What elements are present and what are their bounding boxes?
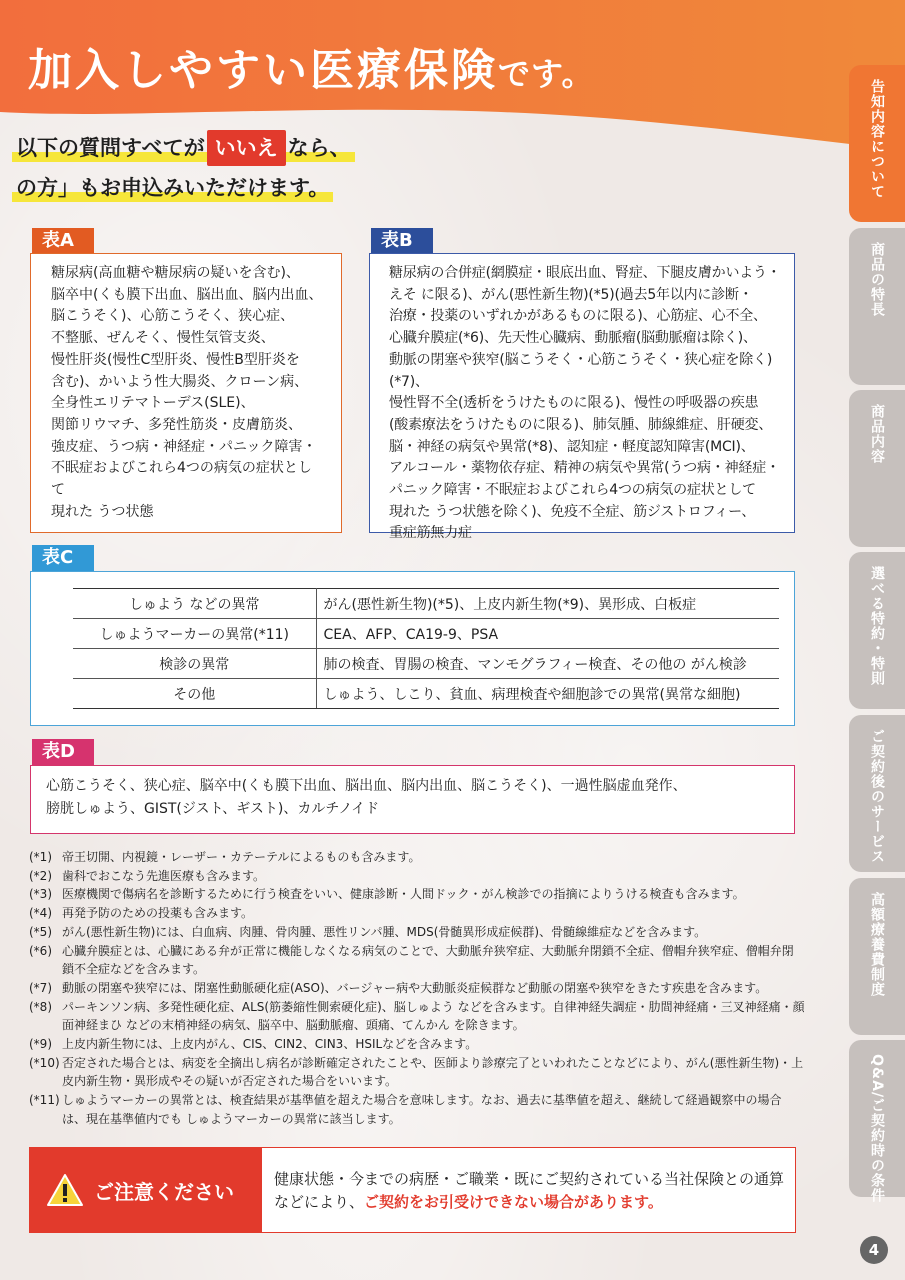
table-c-box [30,571,795,726]
table-b-line: (酸素療法をうけたものに限る)、肺気腫、肺線維症、肝硬変、 [389,416,773,433]
table-a-line: 慢性肝炎(慢性C型肝炎、慢性B型肝炎を [51,351,300,368]
table-b-line: 慢性腎不全(透析をうけたものに限る)、慢性の呼吸器の疾患 [389,395,759,412]
footnote-item [29,1054,805,1091]
table-a-line: 脳こうそく)、心筋こうそく、狭心症、 [51,308,295,325]
tab-product-content[interactable] [849,390,905,547]
tab-qa[interactable] [849,1040,905,1204]
warning-text-emphasis: ご契約をお引受けできない場合があります。 [364,1193,663,1211]
tab-high-cost[interactable] [849,878,905,1035]
footnote-text: 動脈の閉塞や狭窄には、閉塞性動脈硬化症(ASO)、バージャー病や大動脈炎症候群など動脈の閉塞や狭窄をきたす疾患を含みます。 [62,980,768,995]
table-a-line: 全身性エリテマトーデス(SLE)、 [51,395,255,412]
footnote-item [29,885,805,904]
footnote-item [29,1035,805,1054]
table-a-line: 糖尿病(高血糖や糖尿病の疑いを含む)、 [51,265,300,281]
table-row [73,619,779,649]
table-d-box [30,765,795,834]
tab-label: 高額療養費制度 [869,892,885,997]
warning-label-panel [30,1148,262,1232]
footnote-item [29,867,805,886]
footnote-mark: (*9) [29,1037,52,1052]
footnote-mark: (*11) [29,1093,60,1108]
tab-riders[interactable] [849,552,905,709]
page-title [28,34,594,98]
table-a-line: 強皮症、うつ病・神経症・パニック障害・ [51,438,317,455]
table-a-line: 現れた うつ状態 [51,503,154,520]
footnote-text: 否定された場合とは、病変を全摘出し病名が診断確定されたことや、医師より診療完了といわれたことなどにより、がん(悪性新生物)・上皮内新生物・異形成やその疑いが否定された場合をいいます。 [62,1055,804,1089]
warning-text-line2 [274,1191,784,1214]
footnote-text: 再発予防のための投薬も含みます。 [62,906,254,921]
title-main: 加入しやすい医療保険 [28,45,498,96]
tab-label: 告知内容について [869,79,885,199]
lead-text-after: なら、 [287,136,351,160]
warning-text-line1: 健康状態・今までの病歴・ご職業・既にご契約されている当社保険との通算 [274,1170,785,1188]
tab-label: 選べる特約・特則 [869,566,885,686]
table-b-line: えそ に限る)、がん(悪性新生物)(*5)(過去5年以内に診断・ [389,286,753,303]
table-a-line: 関節リウマチ、多発性筋炎・皮膚筋炎、 [51,416,303,433]
table-a-line: 不眠症およびこれら4つの病気の症状とし て [51,460,312,499]
warning-icon [46,1173,84,1207]
table-b-text [370,254,794,545]
table-c-detail: しゅよう、しこり、貧血、病理検査や細胞診での異常(異常な細胞) [316,679,779,709]
footnote-text: 帝王切開、内視鏡・レーザー・カテーテルによるものも含みます。 [62,850,421,864]
table-d-text [31,766,794,821]
footnote-mark: (*4) [29,906,52,921]
tab-label: ご契約後のサービス [869,729,885,864]
tab-services[interactable] [849,715,905,872]
table-d-label: 表D [32,739,94,765]
table-c-category: しゅようマーカーの異常(*11) [73,619,316,649]
table-c-category: その他 [73,679,316,709]
table-c-detail: がん(悪性新生物)(*5)、上皮内新生物(*9)、異形成、白板症 [316,589,779,619]
table-b-line: 脳・神経の病気や異常(*8)、認知症・軽度認知障害(MCI)、 [389,438,755,455]
table-c-detail: CEA、AFP、CA19-9、PSA [316,619,779,649]
footnote-text: 歯科でおこなう先進医療も含みます。 [62,868,266,883]
table-a-box [30,253,342,533]
tab-disclosure[interactable] [849,65,905,222]
footnote-text: 心臓弁膜症とは、心臓にある弁が正常に機能しなくなる病気のことで、大動脈弁狭窄症、大動脈弁閉鎖不全症、僧帽弁狭窄症、僧帽弁閉鎖不全症などを含みます。 [62,943,794,977]
table-row [73,589,779,619]
footnote-item [29,1091,805,1128]
tab-features[interactable] [849,228,905,385]
tab-label: Q&A/ご契約時の条件 [869,1054,885,1204]
warning-box [29,1147,796,1233]
footnote-text: しゅようマーカーの異常とは、検査結果が基準値を超えた場合を意味します。なお、過去に基準値を超え、継続して経過観察中の場合は、現在基準値内でも しゅようマーカーの異常に該当します。 [62,1093,782,1126]
table-row [73,679,779,709]
footnote-mark: (*3) [29,887,52,902]
footnote-text: パーキンソン病、多発性硬化症、ALS(筋萎縮性側索硬化症)、脳しゅよう などを含みます。自律神経失調症・肋間神経痛・三叉神経痛・顔面神経まひ などの末梢神経の病気、脳卒中、脳動脈瘤、頭痛、てんかん を除きます。 [62,999,805,1033]
footnote-mark: (*1) [29,850,52,864]
table-a-text [31,254,341,523]
footnote-item [29,848,805,867]
table-d-line: 心筋こうそく、狭心症、脳卒中(くも膜下出血、脳出血、脳内出血、脳こうそく)、一過性脳虚血発作、 [46,778,687,794]
table-c-category: しゅよう などの異常 [73,589,316,619]
warning-label: ご注意ください [94,1179,234,1204]
table-b-line: 重症筋無力症 [389,525,472,542]
tab-label: 商品の特長 [869,242,885,317]
tab-label: 商品内容 [869,404,885,464]
footnote-mark: (*6) [29,943,52,958]
table-b-box [369,253,795,542]
table-a-line: 脳卒中(くも膜下出血、脳出血、脳内出血、 [51,286,323,303]
footnote-item [29,998,805,1035]
lead-text-before: 以下の質問すべてが [16,136,205,160]
warning-text [274,1168,784,1214]
footnote-text: 医療機関で傷病名を診断するために行う検査をいい、健康診断・人間ドック・がん検診での指摘によりうける検査も含みます。 [62,887,745,902]
footnote-item [29,923,805,942]
footnote-text: 上皮内新生物には、上皮内がん、CIS、CIN2、CIN3、HSILなどを含みます。 [62,1037,478,1052]
lead-line-1 [12,130,355,166]
footnote-item [29,904,805,923]
footnote-mark: (*2) [29,868,52,883]
footnote-mark: (*5) [29,924,52,939]
table-b-line: アルコール・薬物依存症、精神の病気や異常(うつ病・神経症・ [389,460,780,477]
footnote-item [29,942,805,979]
table-b-line: 治療・投薬のいずれかがあるものに限る)、心筋症、心不全、 [389,308,767,325]
table-row [73,649,779,679]
table-a-line: 含む)、かいよう性大腸炎、クローン病、 [51,373,309,390]
table-a-line: 不整脈、ぜんそく、慢性気管支炎、 [51,330,275,347]
lead-line-2 [12,172,333,202]
table-b-line: 動脈の閉塞や狭窄(脳こうそく・心筋こうそく・狭心症を除く)(*7)、 [389,351,773,390]
footnote-item [29,979,805,998]
table-b-label: 表B [371,228,433,254]
footnote-mark: (*8) [29,999,52,1014]
no-highlight-badge: いいえ [207,130,286,166]
footnote-mark: (*7) [29,980,52,995]
table-a-label: 表A [32,228,94,254]
footnote-text: がん(悪性新生物)には、白血病、肉腫、骨肉腫、悪性リンパ腫、MDS(骨髄異形成症候群)、骨髄線維症などを含みます。 [62,924,707,939]
title-suffix: です。 [498,55,595,93]
page-number: 4 [860,1236,888,1264]
warning-text-prefix: などにより、 [274,1193,365,1211]
table-b-line: 糖尿病の合併症(網膜症・眼底出血、腎症、下腿皮膚かいよう・ [389,265,781,281]
table-b-line: 現れた うつ状態を除く)、免疫不全症、筋ジストロフィー、 [389,503,756,520]
table-c-grid [73,588,779,709]
table-c-label: 表C [32,545,94,571]
footnotes [29,848,805,1129]
table-d-line: 膀胱しゅよう、GIST(ジスト、ギスト)、カルチノイド [46,801,380,817]
lead-text-line2: の方」もお申込みいただけます。 [12,176,333,202]
table-b-line: パニック障害・不眠症およびこれら4つの病気の症状として [389,482,756,499]
table-c-category: 検診の異常 [73,649,316,679]
table-b-line: 心臓弁膜症(*6)、先天性心臓病、動脈瘤(脳動脈瘤は除く)、 [389,330,757,347]
footnote-mark: (*10) [29,1055,60,1070]
table-c-detail: 肺の検査、胃腸の検査、マンモグラフィー検査、その他の がん検診 [316,649,779,679]
